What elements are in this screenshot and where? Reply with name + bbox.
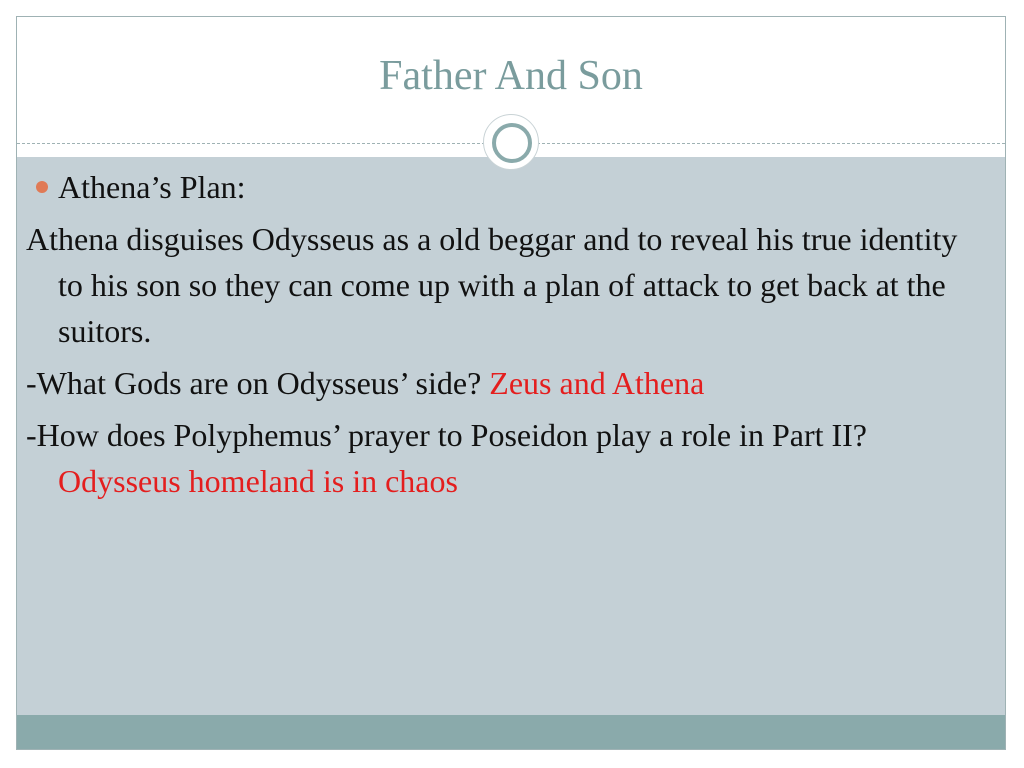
answer-polyphemus: Odysseus homeland is in chaos [58,463,458,499]
slide-content [26,164,961,510]
question-gods-text: -What Gods are on Odysseus’ side? [26,365,482,401]
footer-band [17,715,1005,750]
bullet-text: Athena’s Plan: [58,169,246,205]
question-polyphemus [26,412,961,504]
question-gods [26,360,961,406]
slide-title: Father And Son [379,53,643,99]
question-polyphemus-text: -How does Polyphemus’ prayer to Poseidon play a role in Part II? [26,417,867,453]
plan-paragraph: Athena disguises Odysseus as a old beggar and to reveal his true identity to his son so they can come up with a plan of attack to get back at the suitors. [26,221,958,349]
bullet-item [26,164,961,210]
circle-ornament-icon [483,114,539,170]
orange-circle-bullet-icon [36,181,48,193]
answer-gods: Zeus and Athena [489,365,705,401]
circle-ornament-inner [492,123,532,163]
